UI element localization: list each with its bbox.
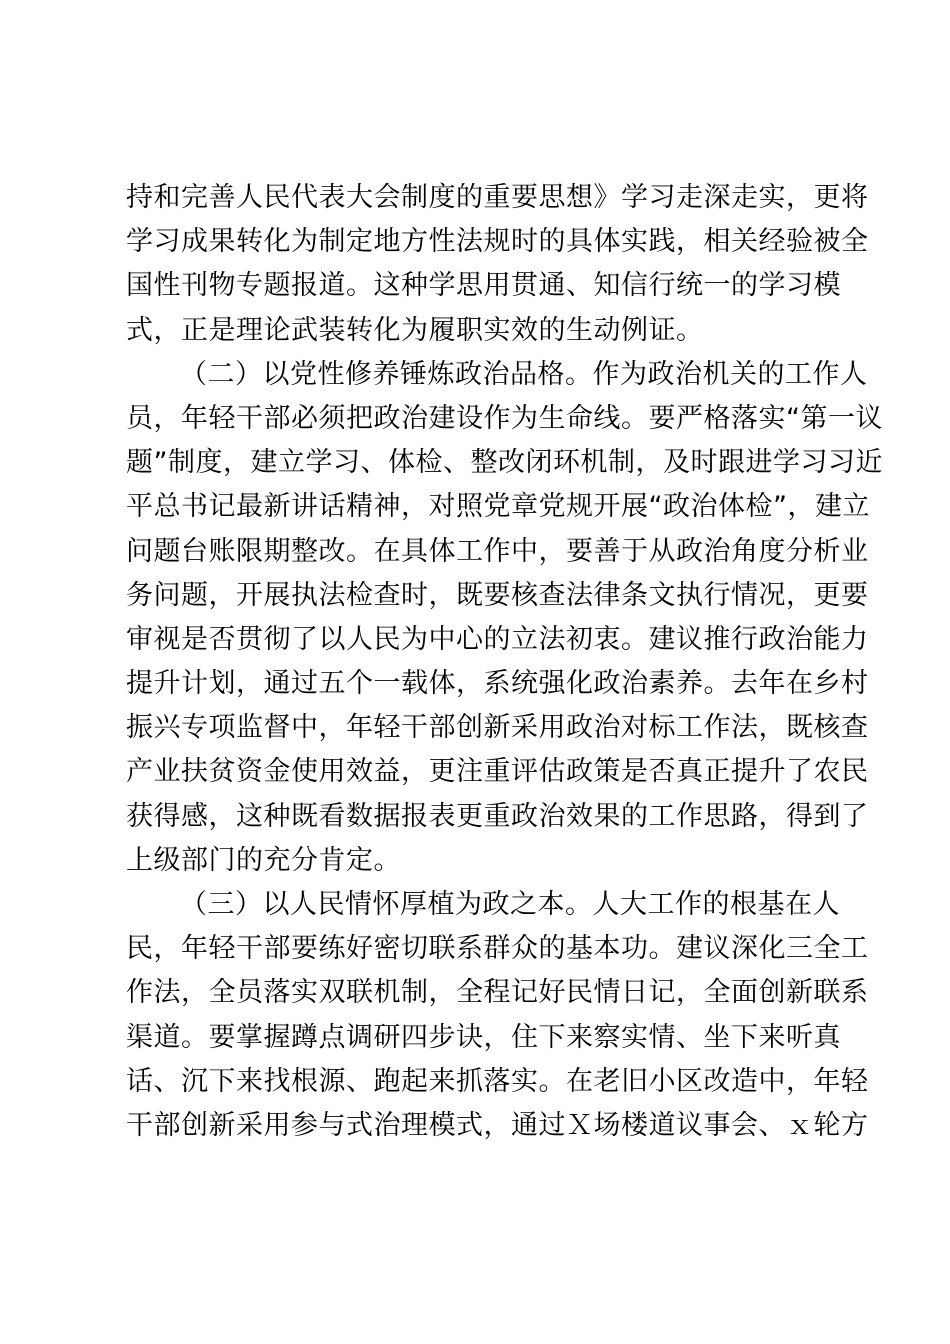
section-heading-line: （三）以人民情怀厚植为政之本。人大工作的根基在人 — [180, 889, 840, 920]
text-line: 产业扶贫资金使用效益，更注重评估政策是否真正提升了农民 — [126, 756, 869, 788]
text-line: 平总书记最新讲话精神，对照党章党规开展“政治体检”，建立 — [126, 491, 870, 523]
text-line: 国性刊物专题报道。这种学思用贯通、知信行统一的学习模 — [126, 270, 841, 302]
body-text — [126, 176, 883, 1148]
text-line: 员，年轻干部必须把政治建设作为生命线。要严格落实“第一议 — [126, 402, 883, 434]
text-line: 话、沉下来找根源、跑起来抓落实。在老旧小区改造中，年轻 — [126, 1065, 869, 1097]
text-line: 提升计划，通过五个一载体，系统强化政治素养。去年在乡村 — [126, 668, 869, 700]
section-heading-line: （二）以党性修养锤炼政治品格。作为政治机关的工作人 — [180, 358, 868, 390]
text-line: 民，年轻干部要练好密切联系群众的基本功。建议深化三全工 — [126, 933, 869, 965]
text-line: 作法，全员落实双联机制，全程记好民情日记，全面创新联系 — [126, 977, 869, 1009]
text-line: 式，正是理论武装转化为履职实效的生动例证。 — [126, 314, 704, 346]
text-line: 题”制度，建立学习、体检、整改闭环机制，及时跟进学习习近 — [126, 447, 883, 479]
text-line: 学习成果转化为制定地方性法规时的具体实践，相关经验被全 — [126, 226, 869, 258]
text-line: 振兴专项监督中，年轻干部创新采用政治对标工作法，既核查 — [126, 712, 869, 744]
text-line: 审视是否贯彻了以人民为中心的立法初衷。建议推行政治能力 — [126, 623, 869, 655]
text-line: 上级部门的充分肯定。 — [126, 844, 401, 876]
text-line: 务问题，开展执法检查时，既要核查法律条文执行情况，更要 — [126, 579, 869, 611]
text-line: 干部创新采用参与式治理模式，通过Ｘ场楼道议事会、ｘ轮方 — [126, 1109, 869, 1141]
text-line: 获得感，这种既看数据报表更重政治效果的工作思路，得到了 — [126, 800, 869, 832]
text-line: 问题台账限期整改。在具体工作中，要善于从政治角度分析业 — [126, 535, 869, 567]
text-line: 渠道。要掌握蹲点调研四步诀，住下来察实情、坐下来听真 — [126, 1021, 841, 1053]
text-line: 持和完善人民代表大会制度的重要思想》学习走深走实，更将 — [126, 182, 869, 213]
